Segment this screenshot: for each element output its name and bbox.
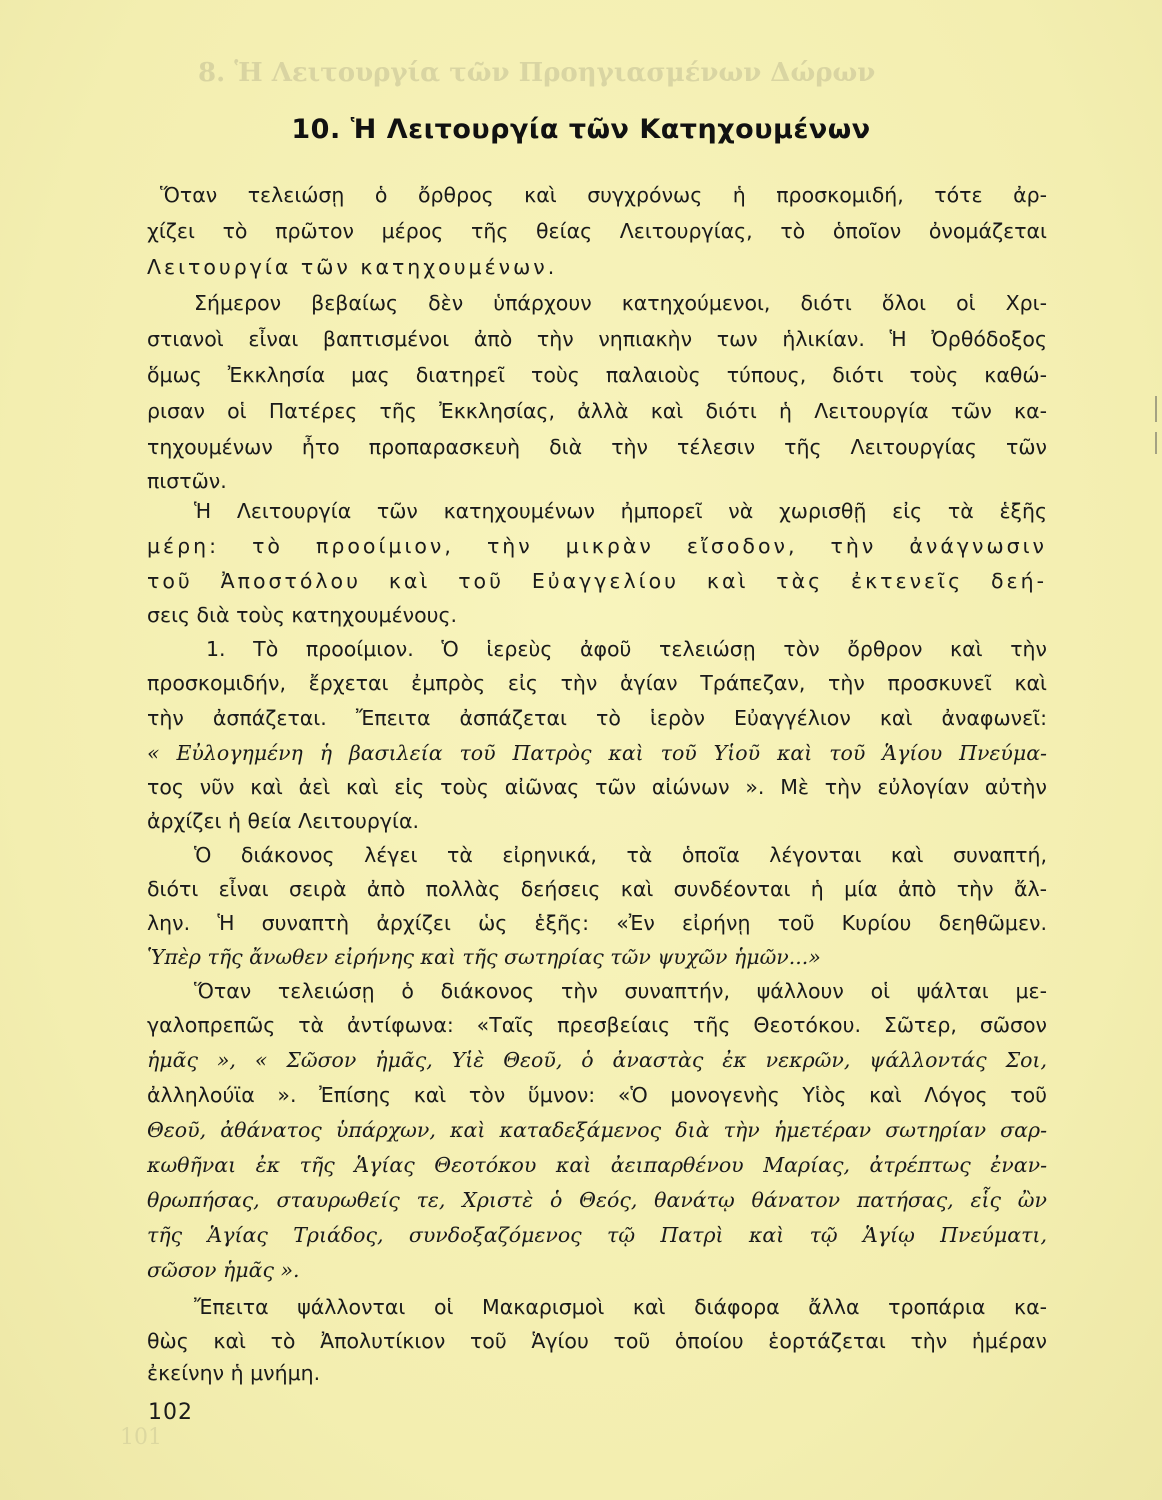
text-line: Ὅταν τελειώσῃ ὁ ὄρθρος καὶ συγχρόνως ἡ προσκομιδή, τότε ἀρ- <box>160 183 1047 207</box>
text-line: θρωπήσας, σταυρωθείς τε, Χριστὲ ὁ Θεός, θανάτῳ θάνατον πατήσας, εἷς ὢν <box>147 1188 1047 1212</box>
text-line: τῆς Ἁγίας Τριάδος, συνδοξαζόμενος τῷ Πατρὶ καὶ τῷ Ἁγίῳ Πνεύματι, <box>147 1223 1047 1247</box>
text-line: ρισαν οἱ Πατέρες τῆς Ἐκκλησίας, ἀλλὰ καὶ διότι ἡ Λειτουργία τῶν κα- <box>147 399 1047 423</box>
text-line: διότι εἶναι σειρὰ ἀπὸ πολλὰς δεήσεις καὶ συνδέονται ἡ μία ἀπὸ τὴν ἄλ- <box>147 877 1047 901</box>
text-line: ἀλληλούϊα ». Ἐπίσης καὶ τὸν ὕμνον: «Ὁ μονογενὴς Υἱὸς καὶ Λόγος τοῦ <box>147 1083 1047 1107</box>
text-line: πιστῶν. <box>147 469 227 493</box>
text-line: ὅμως Ἐκκλησία μας διατηρεῖ τοὺς παλαιοὺς τύπους, διότι τοὺς καθώ- <box>147 363 1047 387</box>
text-line: « Εὐλογημένη ἡ βασιλεία τοῦ Πατρὸς καὶ τοῦ Υἱοῦ καὶ τοῦ Ἁγίου Πνεύμα- <box>147 741 1047 765</box>
text-line: τος νῦν καὶ ἀεὶ καὶ εἰς τοὺς αἰῶνας τῶν αἰώνων ». Μὲ τὴν εὐλογίαν αὐτὴν <box>147 775 1047 799</box>
page-number: 102 <box>148 1400 193 1425</box>
text-line: Ὅταν τελειώσῃ ὁ διάκονος τὴν συναπτήν, ψάλλουν οἱ ψάλται με- <box>194 979 1047 1003</box>
text-line: τὴν ἀσπάζεται. Ἔπειτα ἀσπάζεται τὸ ἱερὸν Εὐαγγέλιον καὶ ἀναφωνεῖ: <box>147 706 1047 730</box>
chapter-title: 10. Ἡ Λειτουργία τῶν Κατηχουμένων <box>291 114 871 145</box>
text-line: λην. Ἡ συναπτὴ ἀρχίζει ὡς ἑξῆς: «Ἐν εἰρήνῃ τοῦ Κυρίου δεηθῶμεν. <box>147 911 1047 935</box>
text-line: Θεοῦ, ἀθάνατος ὑπάρχων, καὶ καταδεξάμενος διὰ τὴν ἡμετέραν σωτηρίαν σαρ- <box>147 1118 1047 1142</box>
text-line: τηχουμένων ἦτο προπαρασκευὴ διὰ τὴν τέλεσιν τῆς Λειτουργίας τῶν <box>147 435 1047 459</box>
text-line: Ἡ Λειτουργία τῶν κατηχουμένων ἠμπορεῖ νὰ χωρισθῇ εἰς τὰ ἑξῆς <box>194 499 1047 523</box>
text-line: στιανοὶ εἶναι βαπτισμένοι ἀπὸ τὴν νηπιακὴν των ἡλικίαν. Ἡ Ὀρθόδοξος <box>147 327 1047 351</box>
text-line: Ὁ διάκονος λέγει τὰ εἰρηνικά, τὰ ὁποῖα λέγονται καὶ συναπτή, <box>194 843 1047 867</box>
text-line: Ὑπὲρ τῆς ἄνωθεν εἰρήνης καὶ τῆς σωτηρίας τῶν ψυχῶν ἡμῶν...» <box>147 945 821 969</box>
text-line: σῶσον ἡμᾶς ». <box>147 1258 300 1282</box>
text-line: 1. Τὸ προοίμιον. Ὁ ἱερεὺς ἀφοῦ τελειώσῃ τὸν ὄρθρον καὶ τὴν <box>206 637 1047 661</box>
margin-mark <box>1155 432 1157 454</box>
bleed-through-number: 101 <box>120 1425 162 1450</box>
text-line: χίζει τὸ πρῶτον μέρος τῆς θείας Λειτουργίας, τὸ ὁποῖον ὀνομάζεται <box>147 219 1047 243</box>
text-line: ἀρχίζει ἡ θεία Λειτουργία. <box>147 809 419 833</box>
text-line: σεις διὰ τοὺς κατηχουμένους. <box>147 603 458 627</box>
text-line: Λειτουργία τῶν κατηχουμένων. <box>147 255 558 279</box>
text-line: προσκομιδήν, ἔρχεται ἐμπρὸς εἰς τὴν ἁγίαν Τράπεζαν, τὴν προσκυνεῖ καὶ <box>147 671 1047 695</box>
text-line: γαλοπρεπῶς τὰ ἀντίφωνα: «Ταῖς πρεσβείαις τῆς Θεοτόκου. Σῶτερ, σῶσον <box>147 1013 1047 1037</box>
text-line: μέρη: τὸ προοίμιον, τὴν μικρὰν εἴσοδον, τὴν ἀνάγνωσιν <box>147 534 1047 558</box>
text-line: Ἔπειτα ψάλλονται οἱ Μακαρισμοὶ καὶ διάφορα ἄλλα τροπάρια κα- <box>194 1295 1047 1319</box>
text-line: ἐκείνην ἡ μνήμη. <box>147 1361 321 1385</box>
text-line: τοῦ Ἀποστόλου καὶ τοῦ Εὐαγγελίου καὶ τὰς ἐκτενεῖς δεή- <box>147 569 1047 593</box>
bleed-through-heading: 8. Ἡ Λειτουργία τῶν Προηγιασμένων Δώρων <box>198 58 876 88</box>
text-line: Σήμερον βεβαίως δὲν ὑπάρχουν κατηχούμενοι, διότι ὅλοι οἱ Χρι- <box>194 291 1047 315</box>
text-line: κωθῆναι ἐκ τῆς Ἁγίας Θεοτόκου καὶ ἀειπαρθένου Μαρίας, ἀτρέπτως ἐναν- <box>147 1153 1047 1177</box>
text-line: θὼς καὶ τὸ Ἀπολυτίκιον τοῦ Ἁγίου τοῦ ὁποίου ἑορτάζεται τὴν ἡμέραν <box>147 1329 1047 1353</box>
text-line: ἡμᾶς », « Σῶσον ἡμᾶς, Υἱὲ Θεοῦ, ὁ ἀναστὰς ἐκ νεκρῶν, ψάλλοντάς Σοι, <box>147 1048 1047 1072</box>
margin-mark <box>1155 396 1157 422</box>
